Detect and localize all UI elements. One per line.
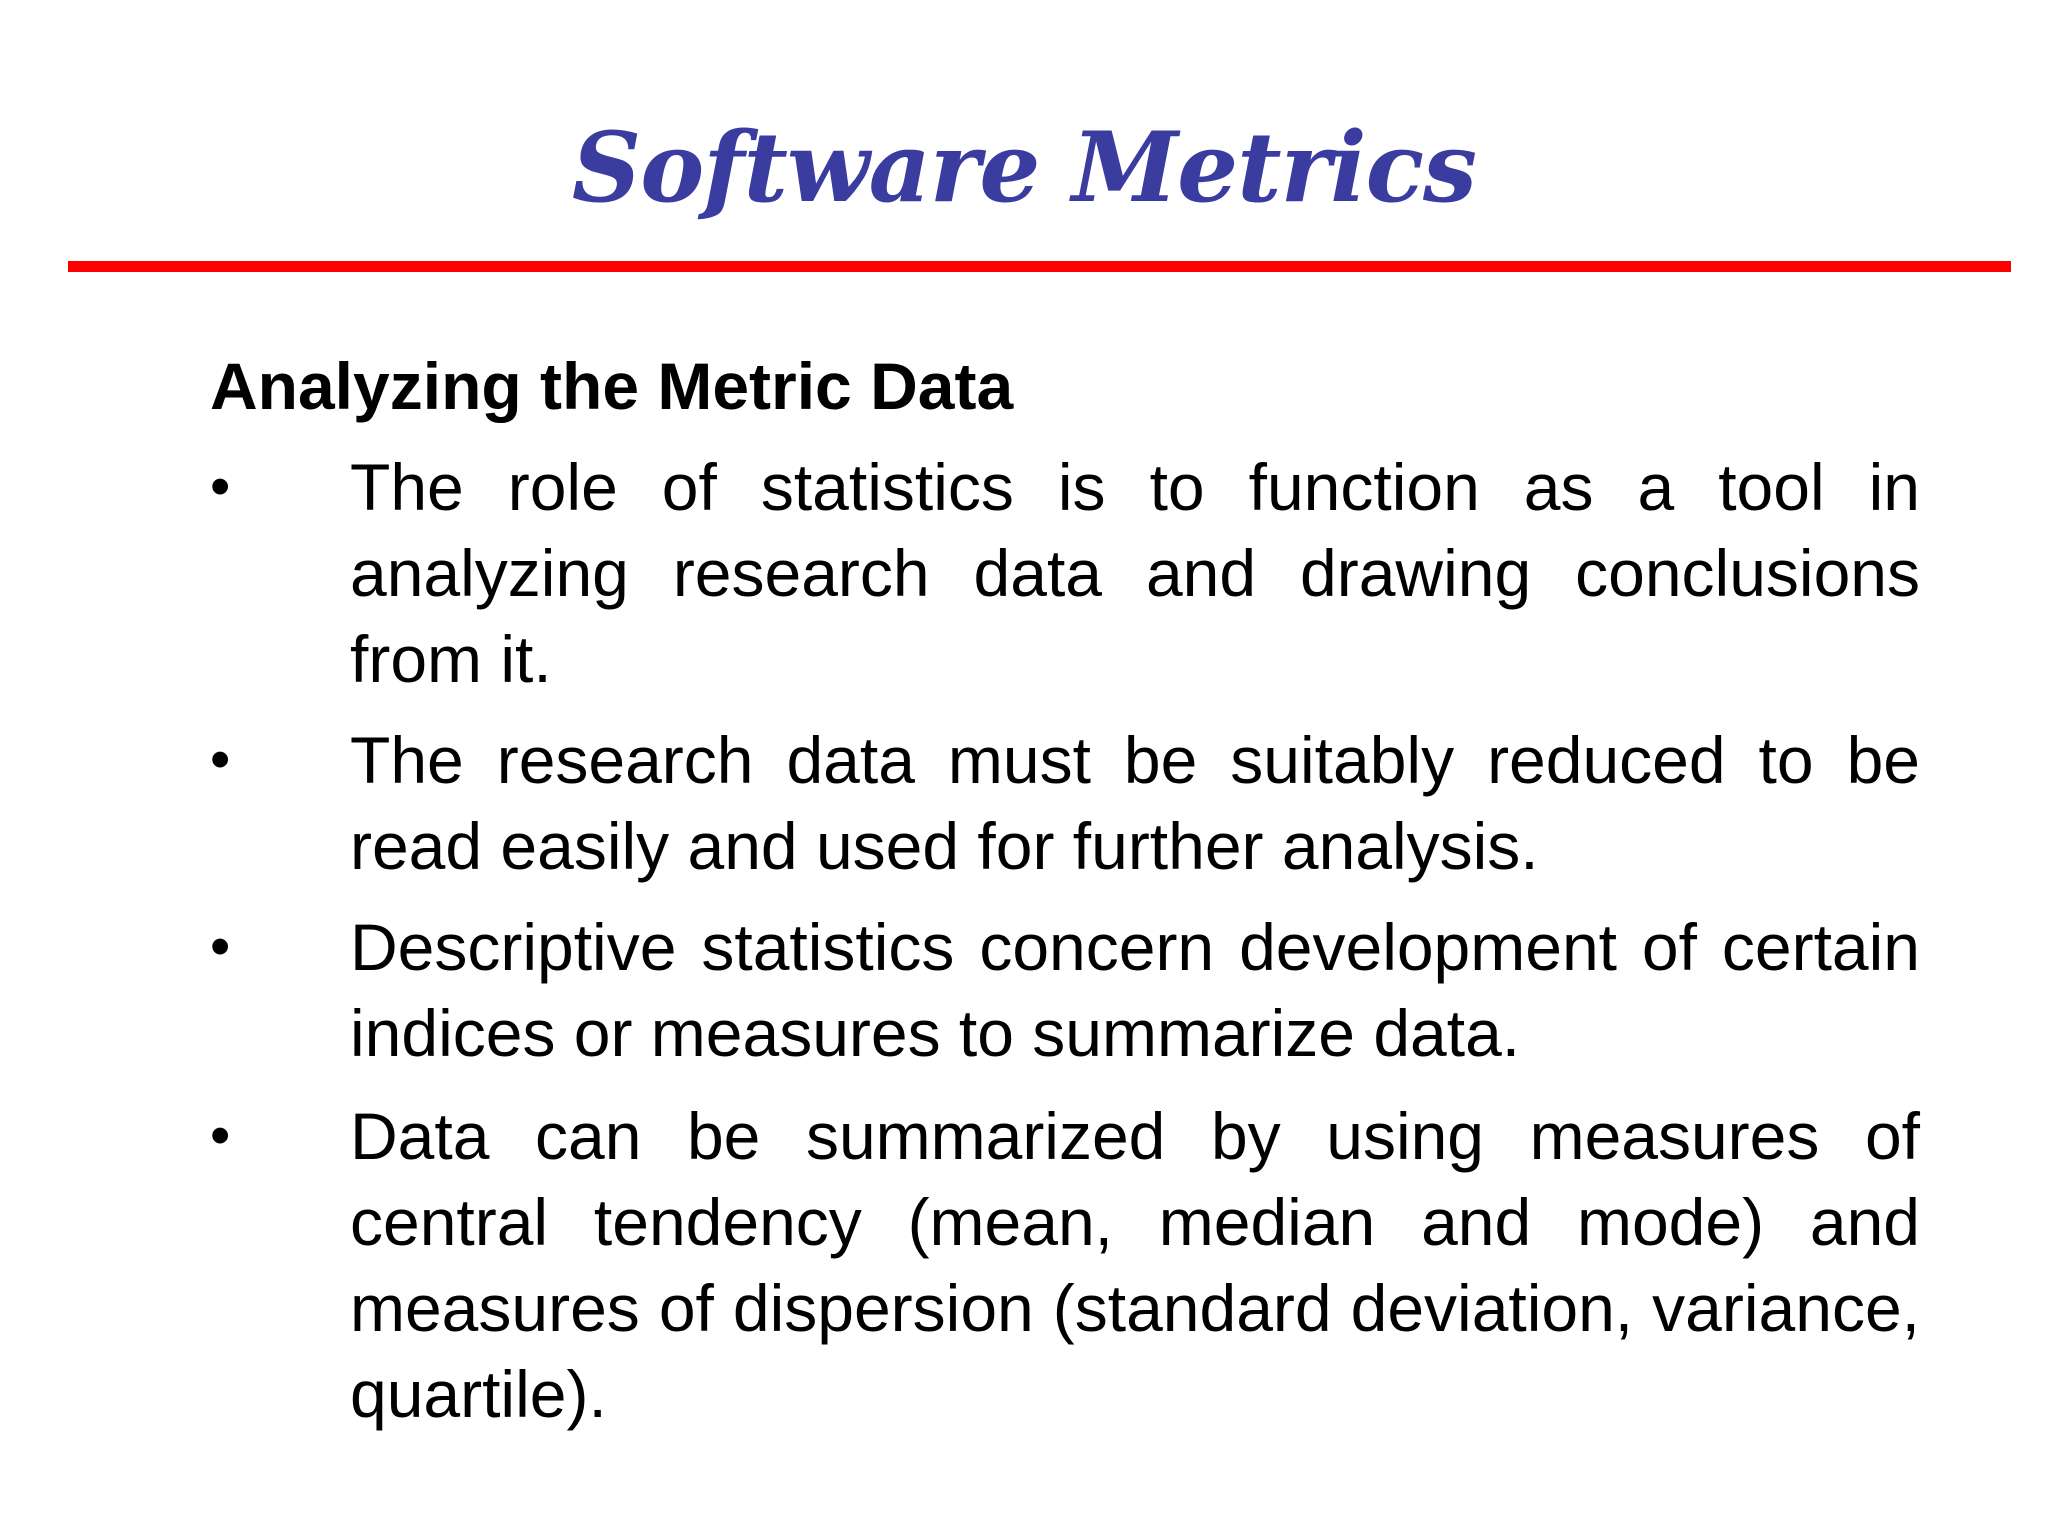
section-heading: Analyzing the Metric Data	[210, 349, 1014, 423]
bullet-dot-icon: •	[210, 1103, 231, 1168]
bullet-dot-icon: •	[210, 454, 231, 519]
slide-title: Software Metrics	[571, 111, 1477, 224]
bullet-text: The role of statistics is to function as a tool in analyzing research data and drawing conclusions from it.	[350, 450, 1920, 696]
bullet-text: Descriptive statistics concern development of certain indices or measures to summarize data.	[350, 910, 1920, 1070]
bullet-text: Data can be summarized by using measures of central tendency (mean, median and mode) and measures of dispersion (standard deviation, variance, quartile).	[350, 1099, 1920, 1431]
bullet-text: The research data must be suitably reduced to be read easily and used for further analysis.	[350, 723, 1920, 883]
bullet-dot-icon: •	[210, 914, 231, 979]
bullet-dot-icon: •	[210, 727, 231, 792]
